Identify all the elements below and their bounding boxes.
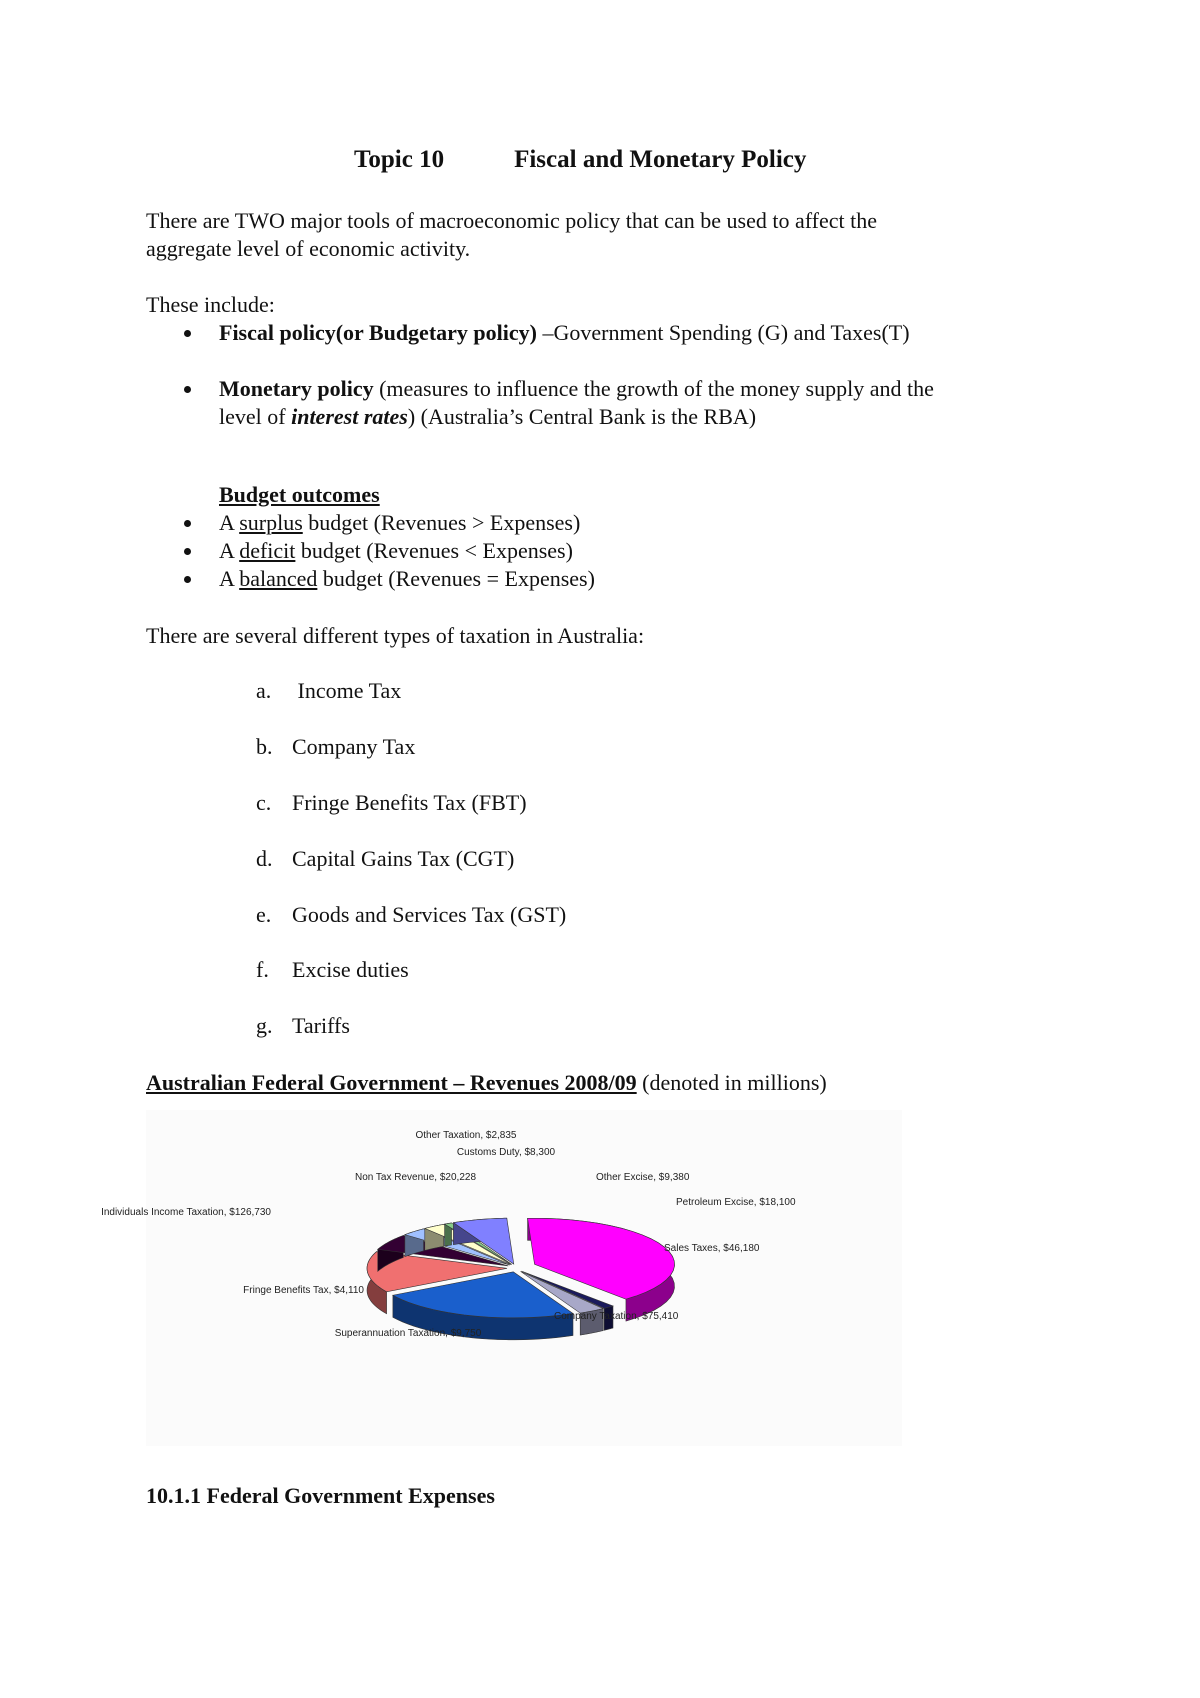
page-title	[354, 146, 806, 174]
pie-chart-svg	[101, 1110, 902, 1446]
topic-number: Topic 10	[354, 146, 445, 173]
pie-label: Superannuation Taxation, $9,750	[334, 1328, 482, 1339]
revenue-pie-chart	[101, 1110, 902, 1446]
intro-paragraph	[146, 207, 877, 263]
tax-type-item: g. Tariffs	[256, 1013, 350, 1038]
policy-list	[146, 319, 1046, 347]
tax-type-item: a. Income Tax	[256, 678, 402, 703]
chart-heading	[146, 1069, 827, 1097]
monetary-policy-desc: (measures to influence the growth of the money supply and the	[373, 376, 934, 401]
fiscal-policy-item	[146, 319, 1046, 347]
budget-item: A balanced budget (Revenues = Expenses)	[146, 565, 1046, 593]
monetary-policy-pre: level of	[219, 404, 292, 429]
tax-type-item: c. Fringe Benefits Tax (FBT)	[256, 790, 527, 815]
pie-label: Sales Taxes, $46,180	[664, 1243, 760, 1254]
intro-line-2: aggregate level of economic activity.	[146, 236, 471, 261]
budget-item: A deficit budget (Revenues < Expenses)	[146, 537, 1046, 565]
pie-label: Fringe Benefits Tax, $4,110	[243, 1285, 364, 1296]
pie-label: Individuals Income Taxation, $126,730	[101, 1207, 271, 1218]
tax-type-item: b. Company Tax	[256, 734, 416, 759]
monetary-policy-term: Monetary policy	[219, 376, 374, 401]
chart-heading-units: (denoted in millions)	[636, 1070, 827, 1095]
tax-type-item: d. Capital Gains Tax (CGT)	[256, 846, 515, 871]
pie-label: Other Excise, $9,380	[596, 1172, 690, 1183]
budget-item: A surplus budget (Revenues > Expenses)	[146, 509, 1046, 537]
pie-label: Non Tax Revenue, $20,228	[354, 1172, 476, 1183]
pie-label: Company Taxation, $75,410	[554, 1311, 679, 1322]
topic-name: Fiscal and Monetary Policy	[514, 146, 807, 173]
chart-heading-title: Australian Federal Government – Revenues 2008/09	[146, 1070, 637, 1095]
tax-type-item: e. Goods and Services Tax (GST)	[256, 902, 567, 927]
monetary-policy-rba: ) (Australia’s Central Bank is the RBA)	[407, 404, 757, 429]
pie-label: Other Taxation, $2,835	[415, 1130, 517, 1141]
fiscal-policy-term: Fiscal policy(or Budgetary policy)	[219, 320, 537, 345]
policy-list-2	[146, 375, 1046, 431]
fiscal-policy-desc: –Government Spending (G) and Taxes(T)	[536, 320, 910, 345]
pie-label: Customs Duty, $8,300	[456, 1147, 556, 1158]
pie-label: Petroleum Excise, $18,100	[676, 1197, 796, 1208]
these-include-label: These include:	[146, 292, 275, 317]
intro-line-1: There are TWO major tools of macroeconomic policy that can be used to affect the	[146, 208, 878, 233]
budget-outcomes-heading: Budget outcomes	[219, 482, 380, 507]
section-heading: 10.1.1 Federal Government Expenses	[146, 1483, 495, 1508]
monetary-policy-item	[146, 375, 1046, 431]
taxation-intro: There are several different types of taxation in Australia:	[146, 623, 645, 648]
tax-type-item: f. Excise duties	[256, 957, 409, 982]
budget-outcomes-list	[146, 509, 1046, 593]
interest-rates-term: interest rates	[291, 404, 408, 429]
